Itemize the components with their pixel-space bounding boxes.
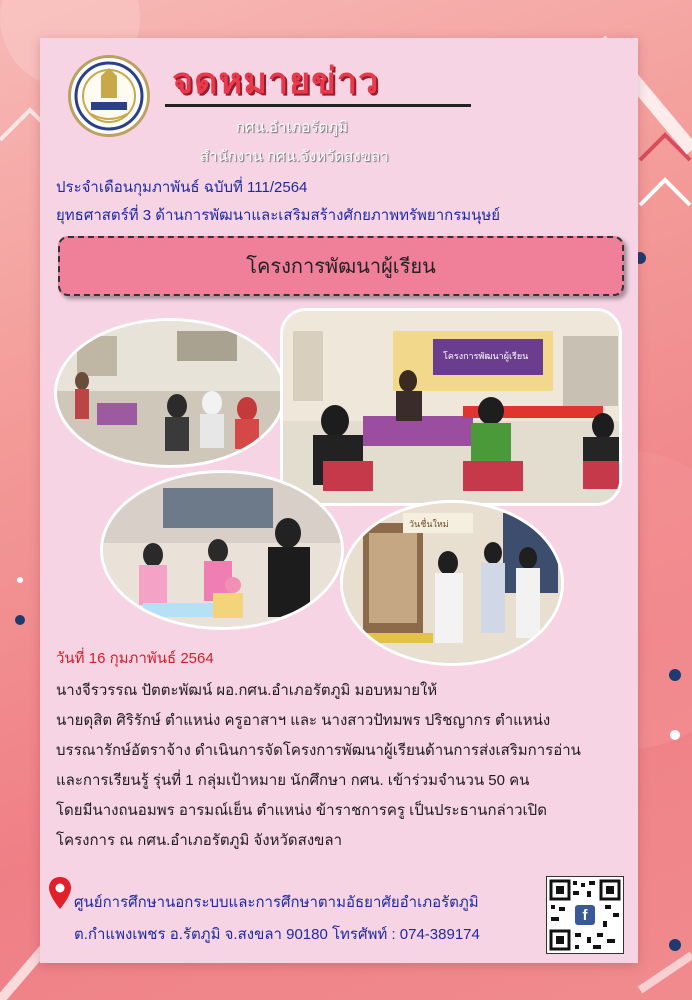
project-title: โครงการพัฒนาผู้เรียน — [246, 256, 436, 278]
article-date: วันที่ 16 กุมภาพันธ์ 2564 — [56, 650, 214, 667]
strategy-line: ยุทธศาสตร์ที่ 3 ด้านการพัฒนาและเสริมสร้างศักยภาพทรัพยากรมนุษย์ — [56, 207, 501, 224]
photo-students-seated — [54, 318, 286, 468]
article-line: โดยมีนางถนอมพร อารมณ์เย็น ตำแหน่ง ข้าราชการครู เป็นประธานกล่าวเปิด — [56, 802, 547, 819]
center-name: ศูนย์การศึกษานอกระบบและการศึกษาตามอัธยาศัยอำเภอรัตภูมิ — [74, 894, 479, 911]
article-line: โครงการ ณ กศน.อำเภอรัตภูมิ จังหวัดสงขลา — [56, 832, 343, 849]
newsletter-title: จดหมายข่าว — [172, 60, 380, 102]
article-line: นางจีรวรรณ ปัตตะพัฒน์ ผอ.กศน.อำเภอรัตภูมิ มอบหมายให้ — [56, 682, 438, 699]
project-title-box — [58, 236, 624, 296]
corner-sign-text: วันชื่นใหม่ — [409, 519, 449, 529]
title-underline — [165, 104, 471, 107]
photo-craft-activity — [100, 470, 344, 630]
issue-line: ประจำเดือนกุมภาพันธ์ ฉบับที่ 111/2564 — [56, 179, 308, 196]
facebook-icon: f — [575, 905, 595, 925]
location-pin-icon — [48, 876, 72, 910]
province-office-name: สำนักงาน กศน.จังหวัดสงขลา — [200, 148, 389, 165]
center-address: ต.กำแพงเพชร อ.รัตภูมิ จ.สงขลา 90180 โทรศัพท์ : 074-389174 — [74, 926, 480, 943]
photo-reading-corner — [340, 500, 564, 666]
article-line: นายดุสิต ศิริรักษ์ ตำแหน่ง ครูอาสาฯ และ นางสาวปัทมพร ปริชญากร ตำแหน่ง — [56, 712, 551, 729]
article-line: บรรณารักษ์อัตราจ้าง ดำเนินการจัดโครงการพัฒนาผู้เรียนด้านการส่งเสริมการอ่าน — [56, 742, 581, 759]
qr-code[interactable] — [546, 876, 624, 954]
article-line: และการเรียนรู้ รุ่นที่ 1 กลุ่มเป้าหมาย นักศึกษา กศน. เข้าร่วมจำนวน 50 คน — [56, 772, 530, 789]
photo-project-opening — [280, 308, 622, 506]
office-name: กศน.อำเภอรัตภูมิ — [236, 119, 349, 136]
ministry-emblem-logo — [68, 55, 150, 137]
photo-banner-text: โครงการพัฒนาผู้เรียน — [443, 351, 529, 361]
